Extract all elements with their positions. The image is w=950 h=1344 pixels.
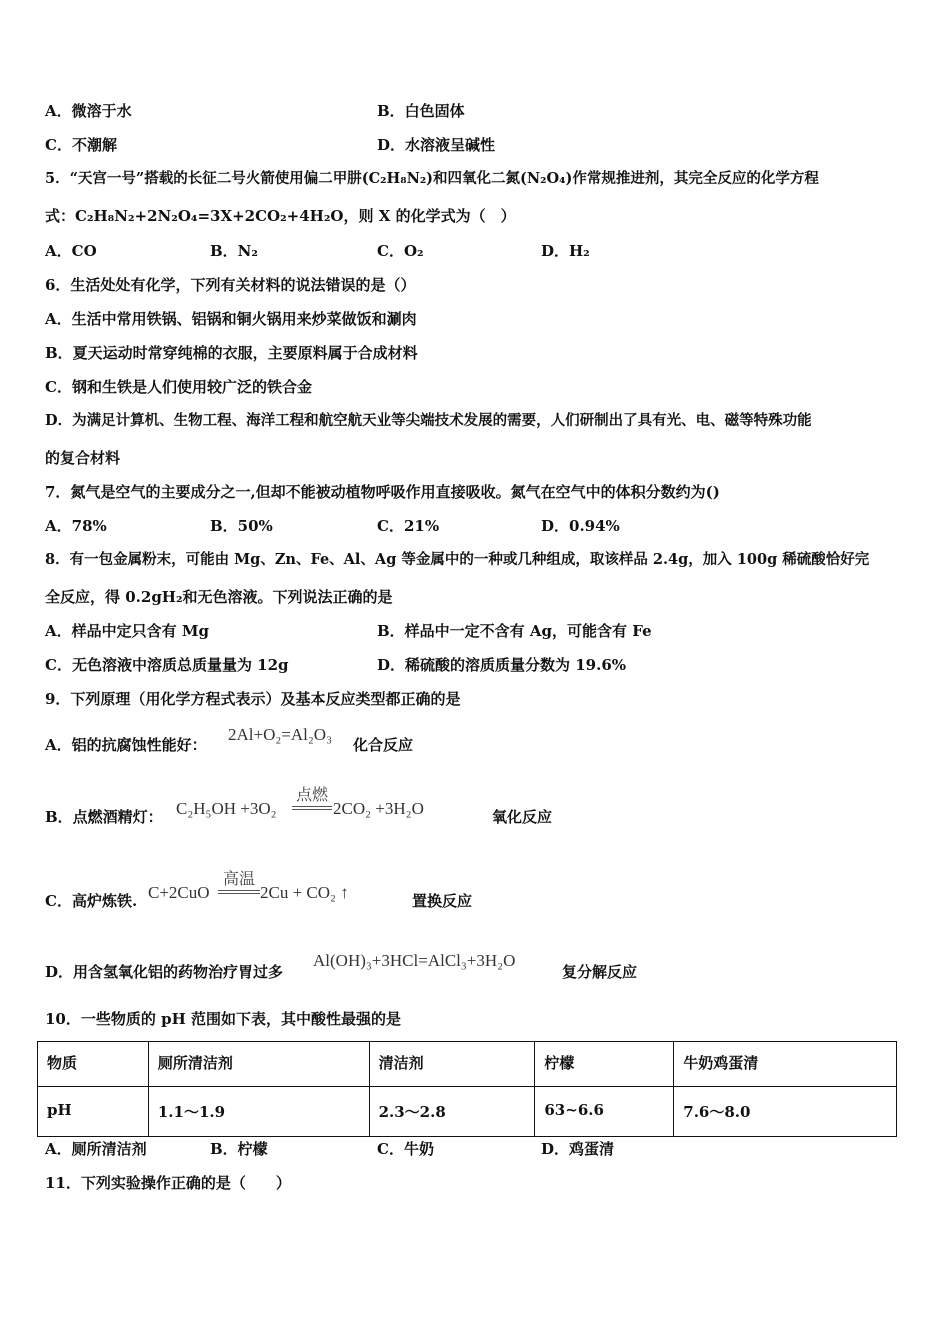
q4-option-d: D．水溶液呈碱性: [377, 136, 496, 154]
q9-option-c-condition-text: 高温: [222, 869, 255, 888]
table-cell: pH: [38, 1087, 149, 1137]
q8-option-b: B．样品中一定不含有 Ag，可能含有 Fe: [377, 622, 652, 640]
table-header-cell: 牛奶鸡蛋清: [674, 1042, 897, 1087]
q9-option-c-eq-left: C+2CuO: [148, 883, 210, 902]
table-header-row: [38, 1042, 897, 1087]
q9-option-d-equation: Al(OH)₃+3HCl=AlCl₃+3H₂O: [313, 951, 516, 970]
q10-option-a: A．厕所清洁剂: [45, 1140, 147, 1158]
q9-option-b-eq-left: C₂H₅OH +3O₂: [176, 799, 277, 818]
q5-option-c: C．O₂: [377, 242, 424, 260]
q9-option-a-equation: 2Al+O₂=Al₂O₃: [228, 725, 333, 744]
q9-option-d-label: D．用含氢氧化铝的药物治疗胃过多: [45, 963, 284, 981]
q11-stem: 11．下列实验操作正确的是（ ）: [45, 1174, 291, 1192]
q6-stem: 6．生活处处有化学，下列有关材料的说法错误的是（）: [45, 276, 416, 294]
q9-option-c-condition: [218, 866, 260, 894]
q9-option-b-condition: [292, 782, 332, 810]
q7-option-a: A．78%: [45, 517, 107, 535]
q9-option-b-label: B．点燃酒精灯：: [45, 808, 163, 826]
q4-option-c: C．不潮解: [45, 136, 117, 154]
table-cell: 7.6～8.0: [674, 1087, 897, 1137]
q5-option-a: A．CO: [45, 242, 97, 260]
q9-stem: 9．下列原理（用化学方程式表示）及基本反应类型都正确的是: [45, 690, 461, 708]
q5-option-d: D．H₂: [541, 242, 590, 260]
q8-option-a: A．样品中定只含有 Mg: [45, 622, 209, 640]
q6-option-d-line1: D．为满足计算机、生物工程、海洋工程和航空航天业等尖端技术发展的需要，人们研制出了具有光、电、磁等特殊功能: [45, 412, 812, 429]
q9-option-b-condition-text: 点燃: [295, 785, 328, 804]
q4-option-a: A．微溶于水: [45, 102, 132, 120]
q9-option-b-eq-right: 2CO₂ +3H₂O: [333, 799, 424, 818]
q5-stem-line1: 5．“天宫一号”搭载的长征二号火箭使用偏二甲肼(C₂H₈N₂)和四氧化二氮(N₂O₄)作常规推进剂，其完全反应的化学方程: [45, 170, 819, 187]
q9-option-c-equals-bar: [218, 890, 260, 894]
q9-option-c-eq-right: 2Cu + CO₂ ↑: [260, 883, 349, 902]
q10-stem: 10．一些物质的 pH 范围如下表，其中酸性最强的是: [45, 1010, 401, 1028]
table-cell: 63~6.6: [535, 1087, 674, 1137]
q4-option-b: B．白色固体: [377, 102, 465, 120]
ph-table: [37, 1041, 897, 1137]
q5-option-b: B．N₂: [210, 242, 258, 260]
q5-stem-line2: 式：C₂H₈N₂+2N₂O₄=3X+2CO₂+4H₂O，则 X 的化学式为（ ）: [45, 207, 516, 225]
q9-option-c-label: C．高炉炼铁.: [45, 892, 138, 910]
q10-option-c: C．牛奶: [377, 1140, 434, 1158]
table-cell: 1.1～1.9: [148, 1087, 369, 1137]
q7-option-d: D．0.94%: [541, 517, 620, 535]
table-header-cell: 柠檬: [535, 1042, 674, 1087]
q10-option-b: B．柠檬: [210, 1140, 268, 1158]
q6-option-b: B．夏天运动时常穿纯棉的衣服，主要原料属于合成材料: [45, 344, 418, 362]
q9-option-c-type: 置换反应: [412, 892, 473, 910]
q9-option-a-type: 化合反应: [353, 736, 414, 754]
table-header-cell: 厕所清洁剂: [148, 1042, 369, 1087]
q7-stem: 7．氮气是空气的主要成分之一,但却不能被动植物呼吸作用直接吸收。氮气在空气中的体积分数约为(): [45, 483, 720, 501]
q6-option-c: C．钢和生铁是人们使用较广泛的铁合金: [45, 378, 312, 396]
q8-option-c: C．无色溶液中溶质总质量量为 12g: [45, 656, 289, 674]
q7-option-b: B．50%: [210, 517, 273, 535]
q8-option-d: D．稀硫酸的溶质质量分数为 19.6%: [377, 656, 627, 674]
q10-option-d: D．鸡蛋清: [541, 1140, 615, 1158]
table-row: [38, 1087, 897, 1137]
table-cell: 2.3～2.8: [369, 1087, 535, 1137]
q9-option-b-equals-bar: [292, 806, 332, 810]
q6-option-a: A．生活中常用铁锅、铝锅和铜火锅用来炒菜做饭和涮肉: [45, 310, 417, 328]
q8-stem-line2: 全反应，得 0.2gH₂和无色溶液。下列说法正确的是: [45, 588, 393, 606]
q9-option-b-type: 氧化反应: [492, 808, 553, 826]
table-header-cell: 清洁剂: [369, 1042, 535, 1087]
q9-option-d-type: 复分解反应: [562, 963, 638, 981]
q6-option-d-line2: 的复合材料: [45, 449, 121, 467]
q8-stem-line1: 8．有一包金属粉末，可能由 Mg、Zn、Fe、Al、Ag 等金属中的一种或几种组成，取该样品 2.4g，加入 100g 稀硫酸恰好完: [45, 551, 870, 568]
q7-option-c: C．21%: [377, 517, 440, 535]
table-header-cell: 物质: [38, 1042, 149, 1087]
q9-option-a-label: A．铝的抗腐蚀性能好：: [45, 736, 207, 754]
